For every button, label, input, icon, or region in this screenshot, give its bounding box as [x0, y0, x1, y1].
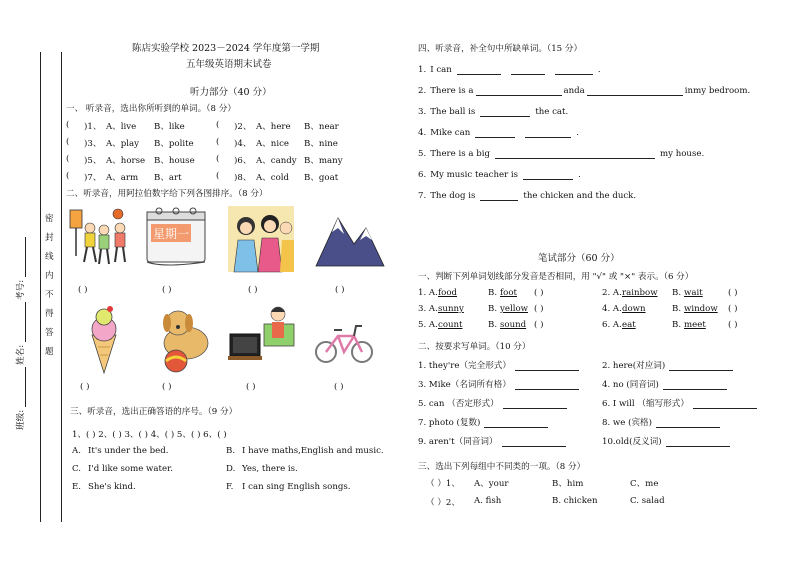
fill-blank-sentence	[418, 191, 636, 201]
word-b: wait	[684, 288, 703, 298]
picture-order-bracket[interactable]: ( )	[80, 382, 90, 392]
picture-order-bracket[interactable]: ( )	[78, 285, 88, 295]
option-text: Yes, there is.	[242, 464, 298, 474]
sentence-before: There is a big	[430, 149, 490, 159]
option-b: B、him	[552, 479, 584, 489]
name-field[interactable]	[14, 302, 26, 365]
picture-order-bracket[interactable]: ( )	[335, 285, 345, 295]
seal-char: 密	[45, 214, 54, 224]
option-b: B、art	[154, 173, 182, 183]
option-b: B、goat	[304, 173, 339, 183]
question-number: )8、	[234, 173, 252, 183]
word-a: rainbow	[622, 288, 658, 298]
calendar-text: 星期一	[152, 227, 190, 241]
q3-answer-slots[interactable]: 1、( ) 2、( ) 3、( ) 4、( ) 5、( ) 6、( )	[72, 430, 227, 440]
seal-char: 封	[45, 233, 54, 243]
answer-blank[interactable]	[555, 74, 593, 75]
q1-item	[66, 120, 216, 132]
sentence-before: The ball is	[430, 107, 476, 117]
q1-item	[216, 137, 366, 149]
class-field[interactable]	[14, 367, 26, 430]
class-label: 班级:	[16, 409, 26, 430]
sentence-after: .	[578, 170, 581, 180]
option-a: A、nice	[256, 139, 289, 149]
answer-paren[interactable]: (	[66, 137, 70, 147]
sentence-before: There is a	[430, 86, 474, 96]
bicycle-picture	[314, 318, 374, 366]
answer-blank[interactable]	[515, 370, 579, 371]
question-number: )5、	[84, 156, 102, 166]
item-number: 3. A.	[418, 304, 438, 314]
listening-section-title: 听力部分（40 分）	[190, 87, 272, 98]
judge-paren[interactable]: ( )	[728, 304, 738, 314]
option-letter: B.	[226, 446, 236, 456]
option-c: C. salad	[630, 496, 665, 506]
write-word-item	[602, 435, 730, 447]
item-number: 2. A.	[602, 288, 622, 298]
option-a: A、your	[474, 479, 509, 489]
w2-title: 二、按要求写单词。（10 分）	[418, 342, 531, 352]
number-field[interactable]	[14, 237, 26, 300]
option-a: A、play	[106, 139, 140, 149]
option-c: C、me	[630, 479, 659, 489]
picture-order-bracket[interactable]: ( )	[334, 382, 344, 392]
question-number: )4、	[234, 139, 252, 149]
fill-blank-sentence	[418, 107, 568, 117]
option-a: A. fish	[474, 496, 502, 506]
q4-title: 四、听录音，补全句中所缺单词。（15 分）	[418, 44, 583, 54]
item-prompt: 5. can （否定形式）	[418, 399, 499, 409]
fill-blank-sentence	[418, 65, 601, 75]
seal-char: 题	[45, 347, 54, 357]
q1-item	[216, 154, 366, 166]
answer-blank[interactable]	[475, 137, 515, 138]
seal-char: 得	[45, 309, 54, 319]
q1-item	[216, 120, 366, 132]
option-text: It's under the bed.	[88, 446, 169, 456]
answer-blank[interactable]	[525, 137, 571, 138]
school-line: 陈店实验学校 2023－2024 学年度第一学期	[132, 43, 320, 54]
answer-blank[interactable]	[480, 200, 518, 201]
answer-blank[interactable]	[666, 446, 730, 447]
write-word-item	[602, 416, 720, 428]
sentence-after: .	[597, 65, 601, 75]
answer-blank[interactable]	[480, 116, 530, 117]
seal-char: 答	[45, 328, 54, 338]
item-number: 6.	[418, 170, 427, 180]
seal-char: 不	[45, 290, 54, 300]
fill-blank-sentence	[418, 170, 581, 180]
margin-rule-right	[61, 52, 62, 522]
word-a: sunny	[438, 304, 464, 314]
option-b-label: B.	[488, 320, 498, 330]
answer-paren[interactable]: (	[216, 154, 220, 164]
girls-singing-picture	[228, 206, 294, 272]
item-number: 6. A.	[602, 320, 622, 330]
answer-paren[interactable]: （ ）2、	[426, 498, 460, 508]
item-prompt: 4. no (同音词)	[602, 380, 659, 390]
answer-blank[interactable]	[457, 74, 501, 75]
q1-item	[66, 154, 216, 166]
number-label: 考号:	[16, 279, 26, 300]
question-number: )6、	[234, 156, 252, 166]
calendar-picture	[143, 206, 209, 268]
word-b: foot	[500, 288, 517, 298]
option-b: B、many	[304, 156, 343, 166]
item-prompt: 10.old(反义词)	[602, 437, 662, 447]
option-a: A、cold	[256, 173, 290, 183]
answer-blank[interactable]	[502, 446, 566, 447]
question-number: )7、	[84, 173, 102, 183]
judge-paren[interactable]: ( )	[534, 320, 544, 330]
exam-title: 五年级英语期末试卷	[186, 59, 272, 70]
option-a: A、arm	[106, 173, 139, 183]
picture-order-bracket[interactable]: ( )	[248, 285, 258, 295]
answer-blank[interactable]	[511, 74, 545, 75]
option-letter: D.	[226, 464, 236, 474]
ice-cream-picture	[80, 305, 128, 375]
answer-paren[interactable]: (	[66, 154, 70, 164]
w3-title: 三、选出下列每组中不同类的一项。（8 分）	[418, 462, 586, 472]
q3-title: 三、听录音，选出正确答语的序号。（9 分）	[70, 407, 238, 417]
judge-paren[interactable]: ( )	[534, 288, 544, 298]
seal-char: 线	[45, 252, 54, 262]
sentence-before: Mike can	[430, 128, 471, 138]
option-letter: E.	[72, 482, 82, 492]
sentence-before: I can	[430, 65, 452, 75]
judge-paren[interactable]: ( )	[728, 288, 738, 298]
item-number: 2.	[418, 86, 427, 96]
question-number: )2、	[234, 122, 252, 132]
mountains-picture	[314, 208, 386, 270]
answer-blank[interactable]	[503, 408, 567, 409]
q2-title: 二、听录音，用阿拉伯数字给下列各图排序。（8 分）	[66, 189, 268, 199]
item-number: 7.	[418, 191, 427, 201]
margin-rule-left	[40, 52, 41, 522]
question-number: )3、	[84, 139, 102, 149]
sentence-middle: anda	[563, 86, 585, 96]
item-number: 4. A.	[602, 304, 622, 314]
word-b: sound	[500, 320, 527, 330]
item-number: 1. A.	[418, 288, 438, 298]
judge-paren[interactable]: ( )	[728, 320, 738, 330]
write-word-item	[418, 359, 579, 371]
answer-blank[interactable]	[476, 95, 562, 96]
q1-item	[66, 137, 216, 149]
dog-ball-picture	[156, 305, 216, 375]
option-b: B、nine	[304, 139, 338, 149]
sentence-after: inmy bedroom.	[684, 86, 751, 96]
word-b: window	[684, 304, 718, 314]
option-letter: F.	[226, 482, 234, 492]
answer-blank[interactable]	[663, 389, 727, 390]
answer-blank[interactable]	[693, 408, 757, 409]
item-prompt: 9. aren't（同音词）	[418, 437, 498, 447]
answer-blank[interactable]	[484, 427, 548, 428]
q1-item	[66, 171, 216, 183]
word-b: meet	[684, 320, 706, 330]
option-letter: C.	[72, 464, 82, 474]
option-text: I'd like some water.	[88, 464, 173, 474]
answer-blank[interactable]	[523, 179, 573, 180]
option-a: A、candy	[256, 156, 297, 166]
picture-order-bracket[interactable]: ( )	[162, 285, 172, 295]
write-word-item	[418, 378, 579, 390]
option-text: I have maths,English and music.	[242, 446, 384, 456]
sentence-after: .	[576, 128, 579, 138]
picture-order-bracket[interactable]: ( )	[162, 382, 172, 392]
sentence-after: the cat.	[535, 107, 569, 117]
option-b: B、near	[304, 122, 339, 132]
option-text: I can sing English songs.	[242, 482, 351, 492]
sentence-after: my house.	[659, 149, 705, 159]
word-a: food	[438, 288, 458, 298]
word-a: eat	[622, 320, 636, 330]
question-number: )1、	[84, 122, 102, 132]
answer-paren[interactable]: (	[66, 120, 70, 130]
option-b: B、polite	[154, 139, 194, 149]
q1-title: 一、 听录音，选出你所听到的单词。（8 分）	[66, 104, 236, 114]
write-word-item	[418, 416, 548, 428]
option-b: B. chicken	[552, 496, 598, 506]
option-b: B、like	[154, 122, 185, 132]
option-b-label: B.	[488, 288, 498, 298]
answer-blank[interactable]	[669, 370, 733, 371]
sentence-after: the chicken and the duck.	[523, 191, 637, 201]
answer-paren[interactable]: (	[66, 171, 70, 181]
option-a: A、here	[256, 122, 291, 132]
answer-paren[interactable]: (	[216, 120, 220, 130]
w1-title: 一、判断下列单词划线部分发音是否相同，用 "√" 或 "×" 表示。（6 分）	[418, 272, 694, 282]
answer-blank[interactable]	[587, 95, 683, 96]
fill-blank-sentence	[418, 86, 750, 96]
write-word-item	[602, 397, 757, 409]
option-letter: A.	[72, 446, 81, 456]
sentence-before: The dog is	[430, 191, 476, 201]
word-b: yellow	[500, 304, 528, 314]
option-a: A、live	[106, 122, 137, 132]
option-a: A、horse	[106, 156, 146, 166]
item-number: 3.	[418, 107, 427, 117]
item-prompt: 3. Mike（名词所有格）	[418, 380, 511, 390]
answer-blank[interactable]	[495, 158, 655, 159]
judge-paren[interactable]: ( )	[534, 304, 544, 314]
option-b-label: B.	[488, 304, 498, 314]
fill-blank-sentence	[418, 128, 579, 138]
boy-watching-tv-picture	[228, 302, 296, 368]
picture-order-bracket[interactable]: ( )	[246, 382, 256, 392]
name-label: 姓名:	[16, 344, 26, 365]
item-prompt: 6. I will （缩写形式）	[602, 399, 689, 409]
write-word-item	[602, 359, 733, 371]
basketball-kids-picture	[68, 206, 132, 270]
answer-paren[interactable]: (	[216, 171, 220, 181]
answer-blank[interactable]	[515, 389, 579, 390]
word-a: down	[622, 304, 646, 314]
write-word-item	[418, 397, 567, 409]
q1-item	[216, 171, 366, 183]
item-number: 1.	[418, 65, 427, 75]
option-text: She's kind.	[88, 482, 136, 492]
option-b-label: B.	[672, 288, 682, 298]
seal-char: 内	[45, 271, 54, 281]
item-prompt: 7. photo (复数)	[418, 418, 481, 428]
item-number: 5.	[418, 149, 427, 159]
item-prompt: 8. we (宾格)	[602, 418, 652, 428]
item-number: 4.	[418, 128, 427, 138]
option-b-label: B.	[672, 320, 682, 330]
item-prompt: 2. here(对应词)	[602, 361, 666, 371]
word-a: count	[438, 320, 463, 330]
answer-paren[interactable]: （ ）1、	[426, 479, 460, 489]
write-word-item	[418, 435, 566, 447]
option-b: B、house	[154, 156, 195, 166]
writing-section-title: 笔试部分（60 分）	[538, 253, 620, 264]
answer-paren[interactable]: (	[216, 137, 220, 147]
item-prompt: 1. they're（完全形式）	[418, 361, 511, 371]
sentence-before: My music teacher is	[430, 170, 519, 180]
write-word-item	[602, 378, 727, 390]
option-b-label: B.	[672, 304, 682, 314]
item-number: 5. A.	[418, 320, 438, 330]
answer-blank[interactable]	[656, 427, 720, 428]
fill-blank-sentence	[418, 149, 704, 159]
